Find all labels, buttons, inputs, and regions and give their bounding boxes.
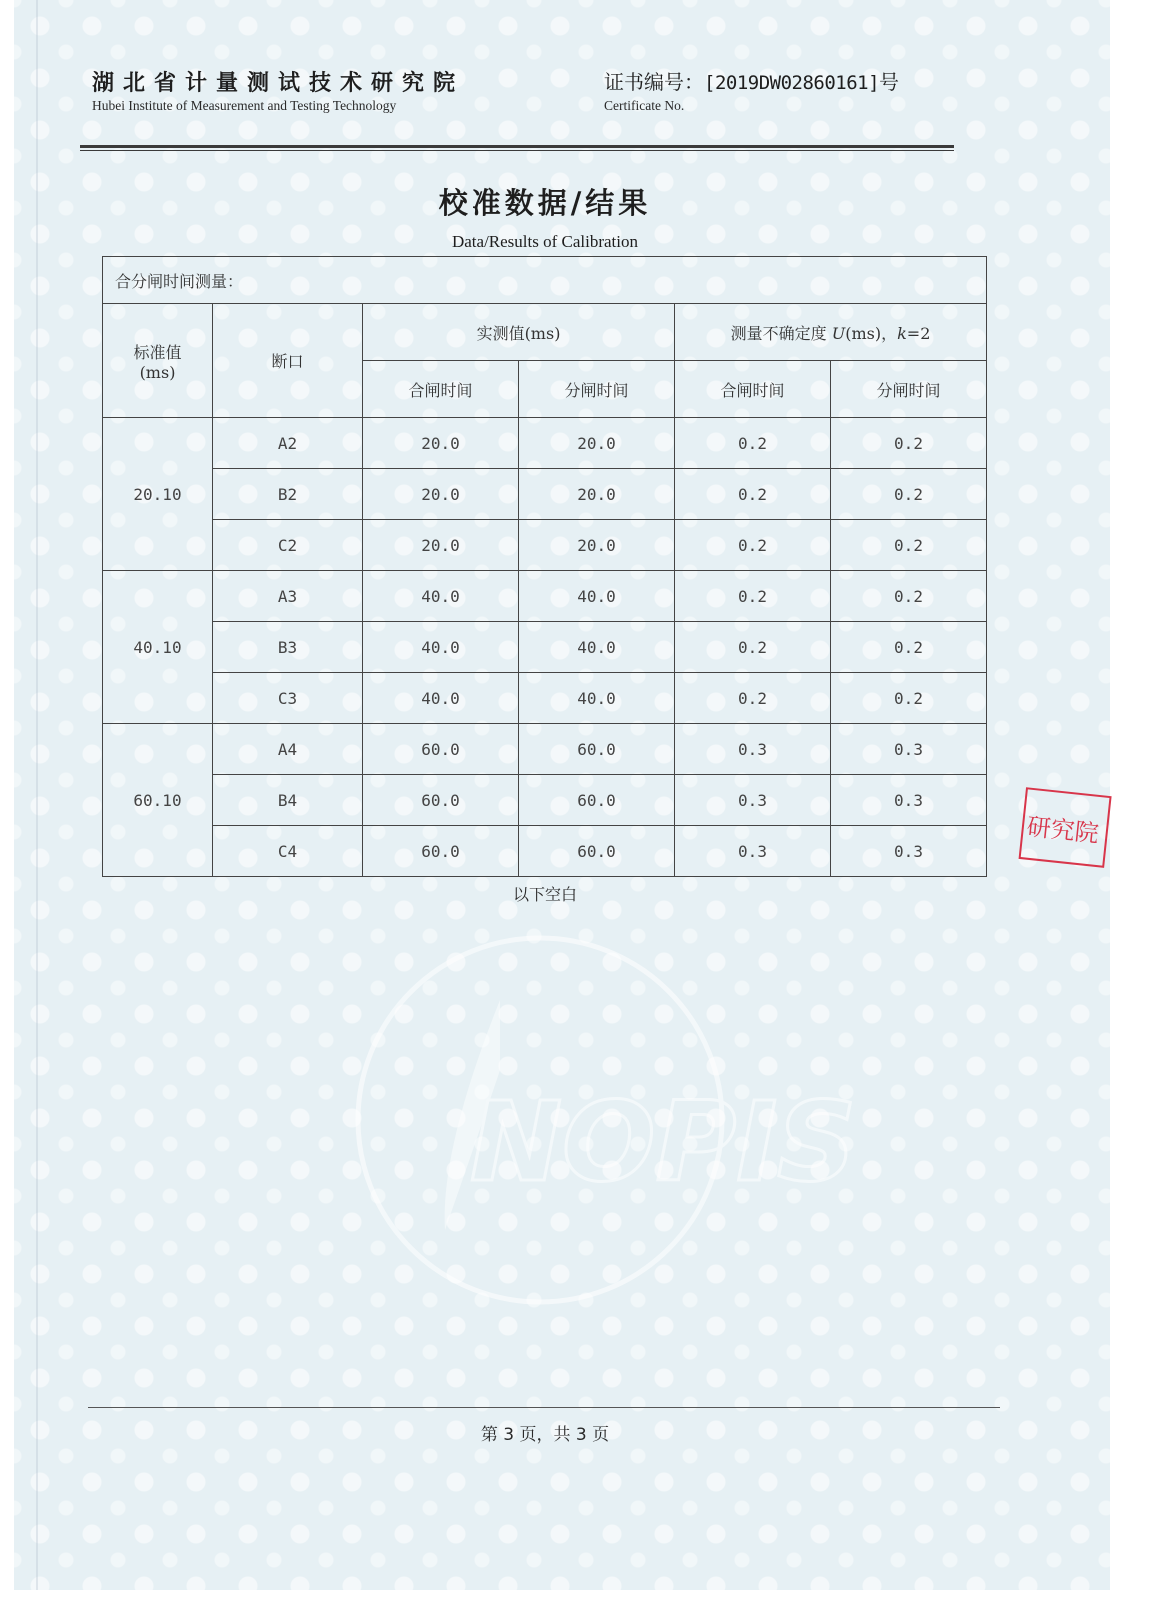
open-time-cell: 20.0 (519, 520, 675, 571)
open-time-cell: 20.0 (519, 418, 675, 469)
open-time-cell: 40.0 (519, 673, 675, 724)
break-cell: A2 (213, 418, 363, 469)
uncertainty-open-cell: 0.2 (831, 673, 987, 724)
uncertainty-open-cell: 0.3 (831, 724, 987, 775)
nopis-watermark-logo (350, 930, 857, 1310)
official-seal-stamp (1017, 782, 1103, 874)
table-caption: 合分闸时间测量： (103, 257, 987, 304)
header-break: 断口 (213, 304, 363, 418)
table-row (103, 826, 987, 877)
table-row (103, 775, 987, 826)
header-rule-thick (80, 145, 954, 148)
certificate-label: 证书编号： (604, 70, 704, 94)
uncertainty-open-cell: 0.2 (831, 418, 987, 469)
certificate-number: [2019DW02860161] (704, 72, 880, 94)
table-row (103, 724, 987, 775)
close-time-cell: 60.0 (363, 826, 519, 877)
header-standard-label: 标准值 (133, 342, 182, 362)
uncertainty-close-cell: 0.2 (675, 418, 831, 469)
close-time-cell: 60.0 (363, 724, 519, 775)
uncertainty-close-cell: 0.3 (675, 826, 831, 877)
open-time-cell: 60.0 (519, 775, 675, 826)
break-cell: C4 (213, 826, 363, 877)
uncertainty-open-cell: 0.2 (831, 622, 987, 673)
uncertainty-close-cell: 0.2 (675, 469, 831, 520)
uncertainty-close-cell: 0.2 (675, 571, 831, 622)
document-page (14, 0, 1110, 1590)
uncertainty-close-cell: 0.3 (675, 775, 831, 826)
uncertainty-close-cell: 0.2 (675, 622, 831, 673)
break-cell: B3 (213, 622, 363, 673)
standard-value-cell: 40.10 (103, 571, 213, 724)
break-cell: B4 (213, 775, 363, 826)
calibration-table (102, 256, 987, 877)
uncertainty-open-cell: 0.2 (831, 571, 987, 622)
uncertainty-open-cell: 0.3 (831, 775, 987, 826)
table-row (103, 469, 987, 520)
page-title-en: Data/Results of Calibration (451, 232, 639, 251)
header-rule-thin (80, 150, 954, 151)
uncertainty-open-cell: 0.2 (831, 469, 987, 520)
svg-text:研究院: 研究院 (1025, 812, 1101, 848)
uncertainty-open-cell: 0.2 (831, 520, 987, 571)
header-uncertainty-open-time: 分闸时间 (831, 361, 987, 418)
certificate-label-en: Certificate No. (604, 98, 685, 113)
open-time-cell: 60.0 (519, 724, 675, 775)
standard-value-cell: 60.10 (103, 724, 213, 877)
blank-below-note: 以下空白 (512, 885, 577, 904)
break-cell: B2 (213, 469, 363, 520)
header-uncertainty-k: k (897, 323, 907, 343)
close-time-cell: 60.0 (363, 775, 519, 826)
header-uncertainty-u: U (831, 323, 846, 343)
certificate-number-line (604, 66, 899, 95)
header-open-time: 分闸时间 (519, 361, 675, 418)
header-close-time: 合闸时间 (363, 361, 519, 418)
header-uncertainty-prefix: 测量不确定度 (730, 323, 832, 343)
header-uncertainty-mid: (ms)， (845, 323, 898, 343)
footer-rule (88, 1407, 1000, 1408)
certificate-suffix: 号 (879, 70, 900, 94)
close-time-cell: 40.0 (363, 571, 519, 622)
uncertainty-open-cell: 0.3 (831, 826, 987, 877)
uncertainty-close-cell: 0.2 (675, 520, 831, 571)
header-uncertainty-close-time: 合闸时间 (675, 361, 831, 418)
close-time-cell: 40.0 (363, 622, 519, 673)
table-row (103, 520, 987, 571)
close-time-cell: 20.0 (363, 418, 519, 469)
table-row (103, 571, 987, 622)
break-cell: C3 (213, 673, 363, 724)
institute-name-cn: 湖北省计量测试技术研究院 (92, 71, 465, 96)
break-cell: A4 (213, 724, 363, 775)
page-title-cn: 校准数据/结果 (438, 186, 652, 220)
header-measured-value: 实测值(ms) (363, 304, 675, 361)
header-uncertainty-suffix: =2 (906, 323, 931, 343)
header-standard-value (103, 304, 213, 418)
open-time-cell: 20.0 (519, 469, 675, 520)
close-time-cell: 20.0 (363, 469, 519, 520)
open-time-cell: 40.0 (519, 622, 675, 673)
uncertainty-close-cell: 0.3 (675, 724, 831, 775)
page-number: 第 3 页，共 3 页 (480, 1425, 610, 1445)
break-cell: A3 (213, 571, 363, 622)
standard-value-cell: 20.10 (103, 418, 213, 571)
close-time-cell: 40.0 (363, 673, 519, 724)
table-row (103, 622, 987, 673)
header-uncertainty (675, 304, 987, 361)
table-row (103, 418, 987, 469)
open-time-cell: 60.0 (519, 826, 675, 877)
close-time-cell: 20.0 (363, 520, 519, 571)
institute-name-en: Hubei Institute of Measurement and Testing Technology (92, 98, 397, 113)
break-cell: C2 (213, 520, 363, 571)
uncertainty-close-cell: 0.2 (675, 673, 831, 724)
svg-text:NOPIS: NOPIS (470, 1078, 857, 1206)
open-time-cell: 40.0 (519, 571, 675, 622)
table-row (103, 673, 987, 724)
header-standard-unit: (ms) (139, 362, 176, 382)
